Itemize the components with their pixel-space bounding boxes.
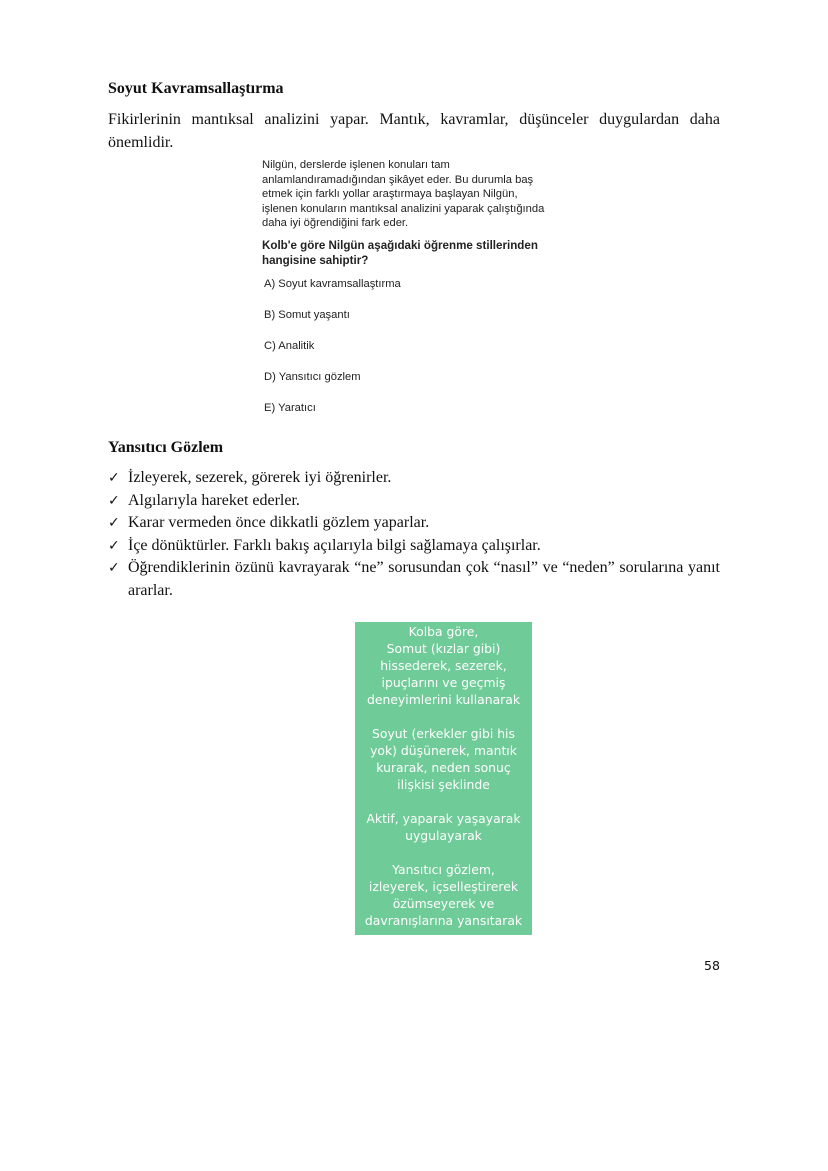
summary-block	[355, 861, 532, 929]
question-prompt	[262, 238, 592, 268]
summary-block	[355, 622, 532, 708]
checkmark-icon: ✓	[108, 537, 120, 554]
option-a: A) Soyut kavramsallaştırma	[264, 278, 401, 290]
question-stem-line: daha iyi öğrendiğini fark eder.	[262, 217, 409, 229]
summary-line: Aktif, yaparak yaşayarak	[366, 811, 521, 826]
summary-line: özümseyerek ve	[392, 896, 495, 911]
summary-line: Soyut (erkekler gibi his	[372, 726, 515, 741]
question-box	[262, 158, 592, 414]
summary-line: Somut (kızlar gibi)	[386, 641, 501, 656]
summary-block	[355, 725, 532, 793]
list-item-text: Algılarıyla hareket ederler.	[128, 491, 300, 509]
summary-line: ilişkisi şeklinde	[397, 777, 490, 792]
summary-line: deneyimlerini kullanarak	[366, 692, 521, 707]
question-stem-line: anlamlandıramadığından şikâyet eder. Bu durumla baş	[262, 173, 534, 186]
question-stem-line: Nilgün, derslerde işlenen konuları tam	[262, 159, 450, 171]
summary-block	[355, 810, 532, 844]
list-item-text: İçe dönüktürler. Farklı bakış açılarıyla bilgi sağlamaya çalışırlar.	[128, 536, 541, 554]
checkmark-icon: ✓	[108, 515, 120, 531]
section-heading-yansitici: Yansıtıcı Gözlem	[108, 439, 224, 456]
list-item	[108, 512, 720, 535]
summary-line: kurarak, neden sonuç	[376, 760, 511, 775]
kolb-summary-box	[355, 622, 532, 935]
list-item-text: Öğrendiklerinin özünü kavrayarak “ne” sorusundan çok “nasıl” ve “neden” sorularına yanıt ararlar.	[128, 559, 720, 599]
summary-line: yok) düşünerek, mantık	[370, 743, 517, 758]
question-stem	[262, 158, 592, 231]
summary-line: izleyerek, içselleştirerek	[368, 879, 519, 894]
list-item	[108, 557, 720, 602]
option-c: C) Analitik	[264, 340, 315, 352]
option-e: E) Yaratıcı	[264, 402, 316, 414]
list-item-text: İzleyerek, sezerek, görerek iyi öğrenirler.	[128, 469, 392, 486]
question-stem-line: etmek için farklı yollar araştırmaya başlayan Nilgün,	[262, 188, 518, 200]
page-number: 58	[704, 958, 720, 973]
question-prompt-line: hangisine sahiptir?	[262, 253, 369, 267]
summary-line: Yansıtıcı gözlem,	[392, 862, 495, 877]
list-item	[108, 490, 720, 513]
bullet-list	[108, 467, 720, 602]
summary-line: hissederek, sezerek,	[380, 658, 507, 673]
checkmark-icon: ✓	[108, 492, 120, 509]
checkmark-icon: ✓	[108, 560, 120, 576]
summary-line: davranışlarına yansıtarak	[364, 913, 523, 928]
summary-line: Kolba göre,	[408, 624, 479, 639]
question-stem-line: işlenen konuların mantıksal analizini yaparak çalıştığında	[262, 202, 545, 215]
option-b: B) Somut yaşantı	[264, 309, 350, 321]
checkmark-icon: ✓	[108, 470, 120, 486]
list-item	[108, 467, 720, 490]
section-heading-soyut: Soyut Kavramsallaştırma	[108, 80, 284, 97]
section-paragraph-soyut: Fikirlerinin mantıksal analizini yapar. Mantık, kavramlar, düşünceler duygulardan daha önemlidir.	[108, 111, 720, 151]
summary-line: uygulayarak	[405, 828, 482, 843]
summary-line: ipuçlarını ve geçmiş	[381, 675, 506, 690]
list-item-text: Karar vermeden önce dikkatli gözlem yaparlar.	[128, 514, 430, 531]
question-prompt-line: Kolb'e göre Nilgün aşağıdaki öğrenme stillerinden	[262, 238, 538, 252]
list-item	[108, 535, 720, 558]
option-d: D) Yansıtıcı gözlem	[264, 371, 361, 383]
